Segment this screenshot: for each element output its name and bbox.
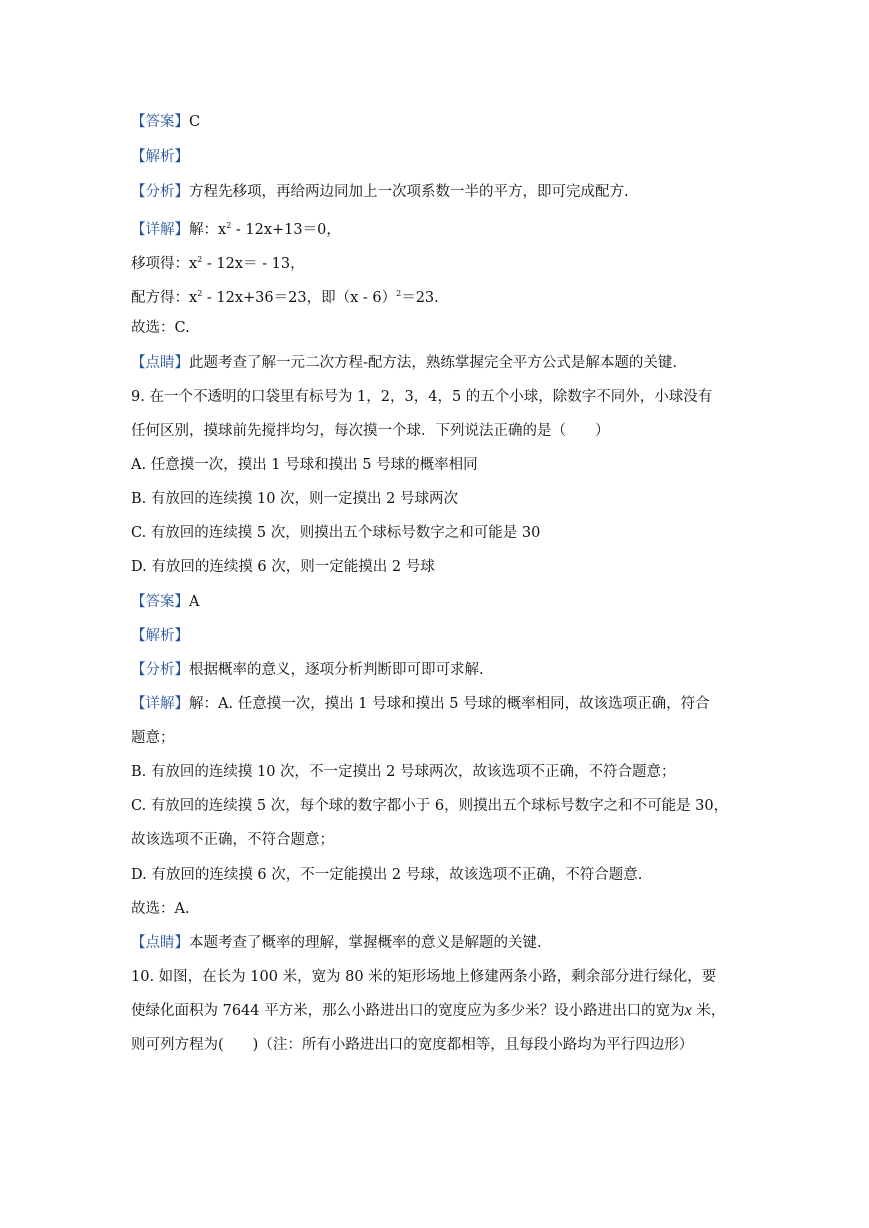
answer-value: C <box>189 114 201 130</box>
exponent: 2 <box>226 221 232 230</box>
xiangjie-tag: 【详解】 <box>131 696 189 712</box>
q10-stem-line-3: 则可列方程为( )（注：所有小路进出口的宽度都相等，且每段小路均为平行四边形） <box>131 1037 694 1053</box>
equation-part: 移项得：x <box>131 256 198 272</box>
q10-stem-line-1: 10. 如图，在长为 100 米，宽为 80 米的矩形场地上修建两条小路，剩余部分进行绿化，要 <box>131 969 717 985</box>
q8-analysis-heading <box>131 147 746 167</box>
q10-stem-line-2 <box>131 1001 746 1021</box>
q9-xiangjie-line-2: 题意； <box>131 730 175 746</box>
dianjing-tag: 【点睛】 <box>131 355 189 371</box>
guxuan-text: 故选：C. <box>131 320 190 336</box>
dianjing-text: 此题考查了解一元二次方程-配方法，熟练掌握完全平方公式是解本题的关键. <box>189 355 678 371</box>
equation-part: - 12x+13＝0， <box>231 222 341 238</box>
equation-part: ＝23. <box>401 290 439 306</box>
analysis-tag: 【解析】 <box>131 149 189 165</box>
xiangjie-tag: 【详解】 <box>131 222 189 238</box>
q10-stem-part: 使绿化面积为 7644 平方米，那么小路进出口的宽度应为多少米？设小路进出口的宽为 <box>131 1003 685 1019</box>
answer-value: A <box>189 594 200 610</box>
q8-guxuan-line <box>131 318 746 338</box>
q8-peifang-line <box>131 284 746 308</box>
fenxi-text: 根据概率的意义，逐项分析判断即可即可求解. <box>189 662 484 678</box>
q9-option-b: B. 有放回的连续摸 10 次，则一定摸出 2 号球两次 <box>131 491 458 507</box>
q9-xiangjie-line-1 <box>131 694 746 714</box>
exponent: 2 <box>197 289 203 298</box>
q8-xiangjie-line <box>131 216 746 240</box>
equation-part: - 12x+36＝23，即（x - 6） <box>202 290 397 306</box>
q9-option-d: D. 有放回的连续摸 6 次，则一定能摸出 2 号球 <box>131 559 435 575</box>
q9-stem-line-2: 任何区别，摸球前先搅拌均匀，每次摸一个球．下列说法正确的是（ ） <box>131 423 610 439</box>
q9-fenxi-line <box>131 660 746 680</box>
q9-detail-c-line-1: C. 有放回的连续摸 5 次，每个球的数字都小于 6，则摸出五个球标号数字之和不可能是 30， <box>131 798 729 814</box>
q10-stem-part: 米， <box>691 1003 726 1019</box>
q9-dianjing-line <box>131 933 746 953</box>
equation-part: 解：x <box>189 222 227 238</box>
dianjing-tag: 【点睛】 <box>131 935 189 951</box>
q9-detail-c-line-2: 故该选项不正确，不符合题意； <box>131 832 334 848</box>
analysis-tag: 【解析】 <box>131 628 189 644</box>
answer-tag: 【答案】 <box>131 594 189 610</box>
fenxi-text: 方程先移项，再给两边同加上一次项系数一半的平方，即可完成配方. <box>189 184 629 200</box>
exponent: 2 <box>396 289 402 298</box>
q8-dianjing-line <box>131 353 746 373</box>
q8-yixiang-line <box>131 250 746 274</box>
equation-part: 配方得：x <box>131 290 198 306</box>
q9-guxuan-line: 故选：A. <box>131 901 190 917</box>
fenxi-tag: 【分析】 <box>131 662 189 678</box>
exponent: 2 <box>197 255 203 264</box>
fenxi-tag: 【分析】 <box>131 184 189 200</box>
q9-detail-b: B. 有放回的连续摸 10 次，不一定摸出 2 号球两次，故该选项不正确，不符合题意； <box>131 764 676 780</box>
q8-answer-line <box>131 112 746 132</box>
q9-analysis-heading <box>131 626 746 646</box>
answer-tag: 【答案】 <box>131 114 189 130</box>
q9-option-c: C. 有放回的连续摸 5 次，则摸出五个球标号数字之和可能是 30 <box>131 525 541 541</box>
q8-fenxi-line <box>131 182 746 202</box>
q9-option-a: A. 任意摸一次，摸出 1 号球和摸出 5 号球的概率相同 <box>131 457 478 473</box>
xiangjie-text: 解：A. 任意摸一次，摸出 1 号球和摸出 5 号球的概率相同，故该选项正确，符合 <box>189 696 710 712</box>
equation-part: - 12x＝ - 13， <box>202 256 305 272</box>
q9-detail-d: D. 有放回的连续摸 6 次，不一定能摸出 2 号球，故该选项不正确，不符合题意. <box>131 867 643 883</box>
variable-x: x <box>684 1002 692 1019</box>
q9-answer-line <box>131 592 746 612</box>
dianjing-text: 本题考查了概率的理解，掌握概率的意义是解题的关键. <box>189 935 542 951</box>
q9-stem-line-1: 9. 在一个不透明的口袋里有标号为 1，2，3，4，5 的五个小球，除数字不同外，小球没有 <box>131 389 713 405</box>
